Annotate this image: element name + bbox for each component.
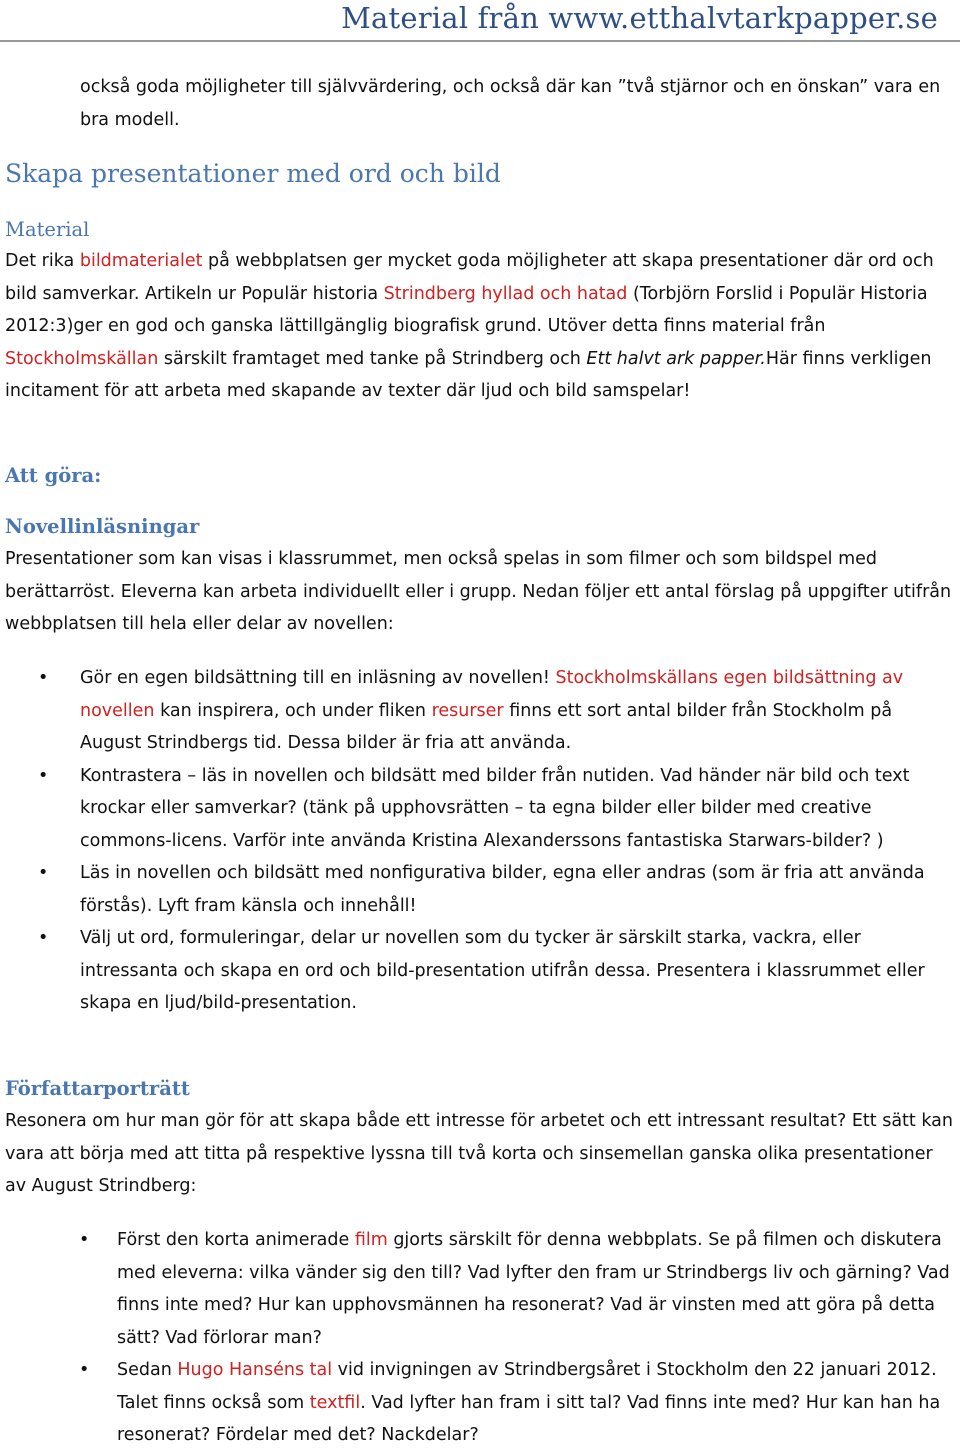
material-text: (Torbjörn Forslid i Populär Historia 2012:3)ger en god och ganska lättillgänglig biografisk grund. Utöver detta finns material från — [5, 283, 928, 336]
list-item — [38, 662, 950, 760]
strindberg-hyllad-link[interactable]: Strindberg hyllad och hatad — [383, 283, 628, 304]
page-header — [0, 0, 960, 40]
bullet-icon: • — [38, 765, 49, 786]
forfattarportratt-heading: Författarporträtt — [5, 1077, 190, 1100]
section-title: Skapa presentationer med ord och bild — [5, 159, 501, 188]
list-item-text: Först den korta animerade — [117, 1230, 355, 1250]
list-item-text: finns ett sort antal bilder från Stockholm på August Strindbergs tid. Dessa bilder är fria att använda. — [80, 700, 893, 753]
list-item-text: Gör en egen bildsättning till en inläsning av novellen! — [80, 668, 556, 688]
portratt-paragraph: Resonera om hur man gör för att skapa både ett intresse för arbetet och ett intressant resultat? Ett sätt kan vara att börja med att titta på respektive lyssna till två korta och sinsemellan ganska olika presentationer av August Strindberg: — [5, 1111, 953, 1196]
list-item-text: . Vad lyfter han fram i sitt tal? Vad finns inte med? Hur kan han ha resonerat? Fördelar med det? Nackdelar? — [117, 1392, 941, 1445]
film-link[interactable]: film — [354, 1230, 388, 1250]
list-item-text: Läs in novellen och bildsätt med nonfigurativa bilder, egna eller andras (som är fria att använda förstås). Lyft fram känsla och innehåll! — [80, 863, 925, 916]
bullet-icon: • — [38, 863, 49, 883]
hugo-hansens-tal-link[interactable]: Hugo Hanséns tal — [177, 1360, 333, 1380]
novell-paragraph: Presentationer som kan visas i klassrummet, men också spelas in som filmer och som bildspel med berättarröst. Eleverna kan arbeta individuellt eller i grupp. Nedan följer ett antal förslag på uppgifter utifrån webbplatsen till hela eller delar av novellen: — [5, 549, 952, 634]
bullet-icon: • — [79, 1360, 90, 1380]
novell-bullet-list — [38, 662, 950, 1020]
novellinlasningar-heading: Novellinläsningar — [5, 515, 200, 538]
list-item — [38, 760, 950, 858]
list-item — [79, 1354, 950, 1452]
resurser-link[interactable]: resurser — [431, 700, 504, 721]
list-item-text: Kontrastera – läs in novellen och bildsätt med bilder från nutiden. Vad händer när bild och text krockar eller samverkar? (tänk på upphovsrätten – ta egna bilder eller bilder med creative commons-licens. Varför inte använda Kristina Alexanderssons fantastiska Starwars-bilder? ) — [80, 765, 910, 851]
ett-halvt-ark-title: Ett halvt ark papper. — [586, 348, 766, 369]
bildsattning-link[interactable]: Stockholmskällans egen bildsättning av novellen — [80, 668, 904, 721]
header-title: Material från www.etthalvtarkpapper.se — [341, 1, 938, 35]
material-text: på webbplatsen ger mycket goda möjligheter att skapa presentationer där ord och bild samverkar. Artikeln ur Populär historia — [5, 251, 934, 304]
list-item-text: Välj ut ord, formuleringar, delar ur novellen som du tycker är särskilt starka, vackra, eller intressanta och skapa en ord och bild-presentation utifrån dessa. Presentera i klassrummet eller skapa en ljud/bild-presentation. — [80, 928, 925, 1013]
list-item-text: kan inspirera, och under fliken — [154, 700, 432, 721]
material-text: Här finns verkligen incitament för att arbeta med skapande av texter där ljud och bild samspelar! — [5, 348, 932, 401]
stockholmskallan-link[interactable]: Stockholmskällan — [5, 348, 159, 369]
header-divider — [0, 40, 960, 42]
material-paragraph — [5, 245, 955, 408]
list-item-text: vid invigningen av Strindbergsåret i Stockholm den 22 januari 2012. Talet finns också som — [117, 1360, 937, 1413]
list-item-text: gjorts särskilt för denna webbplats. Se på filmen och diskutera med eleverna: vilka vänder sig den till? Vad lyfter den fram ur Strindbergs liv och gärning? Vad finns inte med? Hur kan upphovsmännen ha resonerat? Vad är vinsten med att göra på detta sätt? Vad förlorar man? — [117, 1230, 950, 1348]
textfil-link[interactable]: textfil — [309, 1392, 361, 1413]
bullet-icon: • — [38, 668, 49, 688]
bildmaterialet-link[interactable]: bildmaterialet — [79, 251, 203, 271]
list-item — [38, 857, 950, 922]
portratt-bullet-list — [79, 1224, 950, 1452]
list-item — [79, 1224, 950, 1354]
bullet-icon: • — [79, 1230, 90, 1250]
list-item — [38, 922, 950, 1020]
bullet-icon: • — [38, 928, 49, 948]
list-item-text: Sedan — [117, 1360, 178, 1380]
intro-paragraph: också goda möjligheter till självvärdering, och också där kan ”två stjärnor och en önskan” vara en bra modell. — [80, 77, 941, 130]
material-text: Det rika — [5, 251, 80, 271]
material-heading: Material — [5, 218, 90, 241]
material-text: särskilt framtaget med tanke på Strindberg och — [158, 348, 587, 369]
att-gora-heading: Att göra: — [5, 464, 102, 487]
